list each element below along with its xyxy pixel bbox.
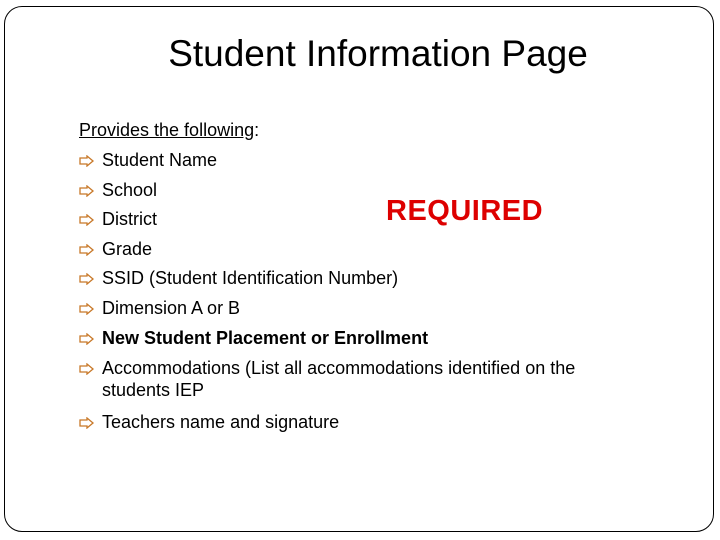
item-school: School: [102, 180, 158, 200]
bullet-icon: [79, 185, 95, 197]
bullet-icon: [79, 244, 95, 256]
item-new-student-placement: New Student Placement or Enrollment: [102, 328, 429, 348]
intro-line: [79, 118, 259, 142]
item-student-name: Student Name: [102, 150, 218, 170]
bullet-icon: [79, 273, 95, 285]
bullet-icon: [79, 303, 95, 315]
item-accommodations-line2: students IEP: [102, 380, 205, 400]
intro-colon: :: [254, 120, 260, 140]
bullet-icon: [79, 363, 95, 375]
item-teachers-signature: Teachers name and signature: [102, 412, 340, 432]
bullet-icon: [79, 155, 95, 167]
intro-label: Provides the following: [79, 120, 255, 140]
item-grade: Grade: [102, 239, 153, 259]
bullet-icon: [79, 333, 95, 345]
bullet-icon: [79, 417, 95, 429]
item-dimension: Dimension A or B: [102, 298, 241, 318]
item-ssid: SSID (Student Identification Number): [102, 268, 399, 288]
slide-title: Student Information Page: [168, 33, 588, 74]
item-district: District: [102, 209, 157, 229]
required-label: REQUIRED: [386, 195, 544, 227]
item-accommodations: Accommodations (List all accommodations identified on the: [102, 358, 576, 378]
bullet-icon: [79, 214, 95, 226]
